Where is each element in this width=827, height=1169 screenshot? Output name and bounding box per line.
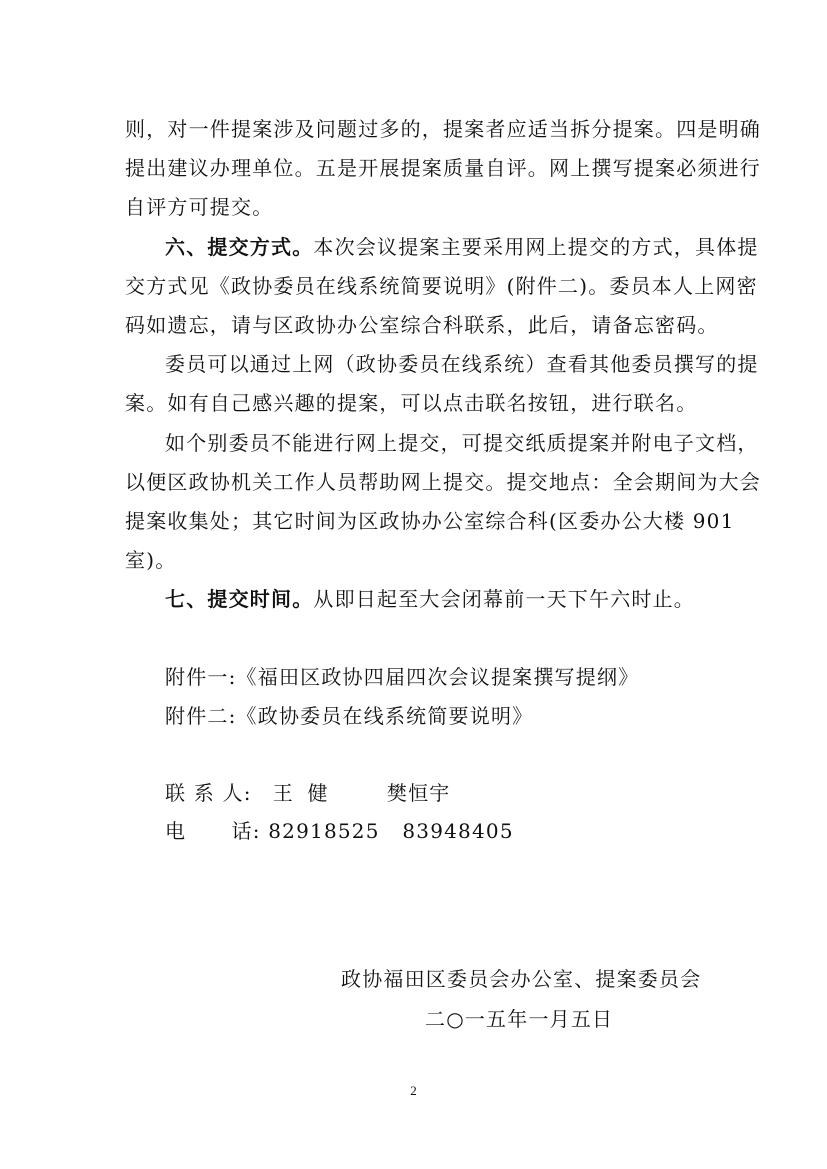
section-six-line <box>165 235 759 259</box>
signature-date: 二○一五年一月五日 <box>425 1007 614 1031</box>
paragraph-line: 交方式见《政协委员在线系统简要说明》(附件二)。委员本人上网密 <box>125 274 758 298</box>
section-seven-text: 从即日起至大会闭幕前一天下午六时止。 <box>313 587 696 611</box>
attachment-two: 附件二:《政协委员在线系统简要说明》 <box>165 704 534 728</box>
paragraph-line: 码如遗忘，请与区政协办公室综合科联系，此后，请备忘密码。 <box>125 313 719 337</box>
paragraph-line: 案。如有自己感兴趣的提案，可以点击联名按钮，进行联名。 <box>125 391 698 415</box>
paragraph-line: 提案收集处；其它时间为区政协办公室综合科(区委办公大楼 901 <box>125 509 735 533</box>
attachment-one: 附件一:《福田区政协四届四次会议提案撰写提纲》 <box>165 665 640 689</box>
signature-org: 政协福田区委员会办公室、提案委员会 <box>341 967 702 991</box>
paragraph-line: 如个别委员不能进行网上提交，可提交纸质提案并附电子文档， <box>165 431 759 455</box>
phone-number-1: 82918525 <box>268 819 380 843</box>
contact-line <box>165 781 745 805</box>
paragraph-line: 提出建议办理单位。五是开展提案质量自评。网上撰写提案必须进行 <box>125 156 761 180</box>
section-six-heading: 六、提交方式。 <box>165 235 314 259</box>
contact-person-1: 王 健 <box>272 781 332 805</box>
page-number: 2 <box>410 1083 417 1098</box>
paragraph-line: 以便区政协机关工作人员帮助网上提交。提交地点：全会期间为大会 <box>125 470 761 494</box>
contact-person-2: 樊恒宇 <box>386 781 451 805</box>
phone-number-2: 83948405 <box>402 819 514 843</box>
paragraph-line: 自评方可提交。 <box>125 195 274 219</box>
section-seven-heading: 七、提交时间。 <box>165 587 314 611</box>
paragraph-line: 委员可以通过上网（政协委员在线系统）查看其他委员撰写的提 <box>165 352 759 376</box>
section-six-text: 本次会议提案主要采用网上提交的方式，具体提 <box>313 235 759 259</box>
phone-label: 电 话: <box>165 819 261 843</box>
contact-label: 联 系 人: <box>165 781 252 805</box>
section-seven-line <box>165 587 745 611</box>
phone-line <box>165 819 745 843</box>
paragraph-line: 室)。 <box>125 548 177 572</box>
paragraph-line: 则，对一件提案涉及问题过多的，提案者应适当拆分提案。四是明确 <box>125 117 761 141</box>
